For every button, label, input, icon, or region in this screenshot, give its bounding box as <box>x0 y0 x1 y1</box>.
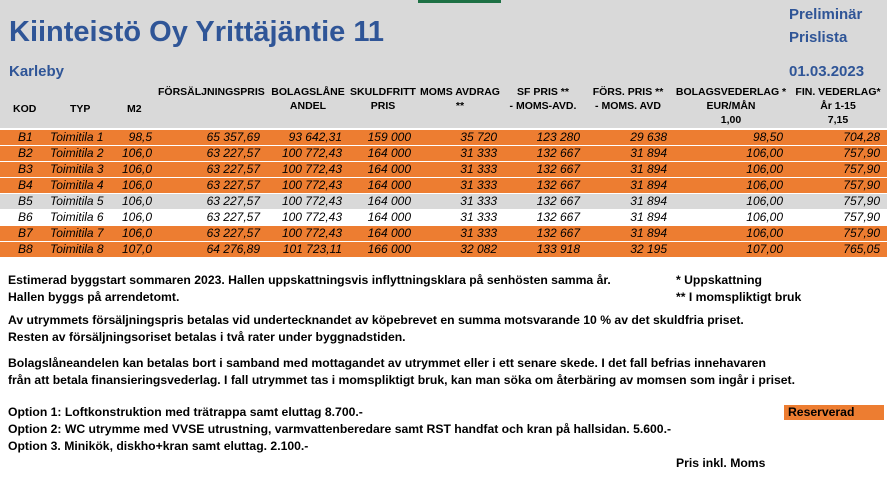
cell-m2: 106,0 <box>121 146 152 160</box>
cell-loan: 100 772,43 <box>281 146 342 160</box>
header-m2: M2 <box>127 103 142 115</box>
cell-vat: 31 333 <box>460 178 497 192</box>
cell-price: 63 227,57 <box>206 162 260 176</box>
cell-sf: 132 667 <box>536 178 580 192</box>
cell-price: 63 227,57 <box>206 178 260 192</box>
cell-debtfree: 164 000 <box>367 178 411 192</box>
cell-vat: 31 333 <box>460 162 497 176</box>
cell-loan: 93 642,31 <box>288 130 342 144</box>
cell-fin: 757,90 <box>843 194 880 208</box>
cell-price: 63 227,57 <box>206 226 260 240</box>
cell-typ: Toimitila 2 <box>50 146 104 160</box>
cell-kod: B2 <box>18 146 33 160</box>
option-2: Option 2: WC utrymme med VVSE utrustning, varmvattenberedare samt RST handfat och kran på hallsidan. 5.600.- <box>8 422 672 436</box>
cell-m2: 98,5 <box>128 130 152 144</box>
cell-price: 63 227,57 <box>206 194 260 208</box>
header-price: FÖRSÄLJNINGSPRIS <box>158 86 265 98</box>
cell-vat: 35 720 <box>460 130 497 144</box>
preliminary-label: Preliminär Prislista <box>789 6 863 46</box>
table-row <box>0 194 887 209</box>
loan-note-2: från att betala finansieringsvederlag. I fall utrymmet tas i momspliktigt bruk, kan man söka om återbäring av momsen som ingår i priset. <box>8 373 795 387</box>
cell-m2: 107,0 <box>121 242 152 256</box>
option-1: Option 1: Loftkonstruktion med trätrappa samt eluttag 8.700.- <box>8 405 363 419</box>
cell-kod: B1 <box>18 130 33 144</box>
cell-sf: 133 918 <box>536 242 580 256</box>
payment-note-2: Resten av försäljningsoriset betalas i två rater under byggnadstiden. <box>8 330 406 344</box>
cell-price: 64 276,89 <box>206 242 260 256</box>
page-title: Kiinteistö Oy Yrittäjäntie 11 <box>9 16 384 48</box>
header-sf: SF PRIS ** - MOMS-AVD. <box>509 86 577 112</box>
table-row <box>0 162 887 177</box>
loan-note-1: Bolagslåneandelen kan betalas bort i samband med mottagandet av utrymmet eller i ett senare skede. I det fall befrias innehavaren <box>8 356 766 370</box>
cell-fors: 31 894 <box>630 178 667 192</box>
cell-kod: B3 <box>18 162 33 176</box>
legend-vat: ** I momspliktigt bruk <box>676 290 802 304</box>
header-debtfree: SKULDFRITT PRIS <box>350 86 416 112</box>
cell-fin: 757,90 <box>843 146 880 160</box>
cell-fors: 29 638 <box>630 130 667 144</box>
cell-loan: 100 772,43 <box>281 194 342 208</box>
selected-cell-indicator <box>418 0 501 3</box>
cell-fin: 757,90 <box>843 178 880 192</box>
cell-typ: Toimitila 8 <box>50 242 104 256</box>
cell-fors: 31 894 <box>630 210 667 224</box>
table-row <box>0 178 887 193</box>
cell-debtfree: 164 000 <box>367 210 411 224</box>
table-row <box>0 130 887 145</box>
cell-fee: 106,00 <box>746 210 783 224</box>
cell-sf: 132 667 <box>536 194 580 208</box>
cell-loan: 100 772,43 <box>281 162 342 176</box>
cell-debtfree: 164 000 <box>367 146 411 160</box>
table-row <box>0 146 887 161</box>
reserved-badge: Reserverad <box>784 405 884 420</box>
cell-kod: B4 <box>18 178 33 192</box>
cell-vat: 32 082 <box>460 242 497 256</box>
cell-sf: 132 667 <box>536 210 580 224</box>
cell-fors: 31 894 <box>630 194 667 208</box>
cell-m2: 106,0 <box>121 162 152 176</box>
header-fin: FIN. VEDERLAG* År 1-15 7,15 <box>795 86 881 126</box>
header-kod: KOD <box>13 103 37 115</box>
cell-sf: 132 667 <box>536 146 580 160</box>
cell-m2: 106,0 <box>121 210 152 224</box>
header-vat: MOMS AVDRAG ** <box>420 86 500 112</box>
price-info: Pris inkl. Moms <box>676 456 766 470</box>
cell-fee: 98,50 <box>752 130 783 144</box>
cell-loan: 100 772,43 <box>281 210 342 224</box>
cell-sf: 132 667 <box>536 226 580 240</box>
cell-fee: 106,00 <box>746 178 783 192</box>
cell-fin: 757,90 <box>843 162 880 176</box>
cell-m2: 106,0 <box>121 226 152 240</box>
cell-typ: Toimitila 6 <box>50 210 104 224</box>
header-typ: TYP <box>70 103 91 115</box>
cell-loan: 100 772,43 <box>281 226 342 240</box>
table-row <box>0 210 887 225</box>
cell-fin: 704,28 <box>843 130 880 144</box>
cell-fin: 757,90 <box>843 210 880 224</box>
cell-sf: 132 667 <box>536 162 580 176</box>
cell-kod: B5 <box>18 194 33 208</box>
table-row <box>0 226 887 241</box>
header-fee: BOLAGSVEDERLAG * EUR/MÅN 1,00 <box>675 86 787 126</box>
cell-kod: B8 <box>18 242 33 256</box>
header-fors: FÖRS. PRIS ** - MOMS. AVD <box>592 86 664 112</box>
cell-debtfree: 164 000 <box>367 226 411 240</box>
cell-fee: 106,00 <box>746 162 783 176</box>
cell-fors: 31 894 <box>630 226 667 240</box>
cell-debtfree: 159 000 <box>367 130 411 144</box>
cell-fee: 106,00 <box>746 194 783 208</box>
city-label: Karleby <box>9 63 65 80</box>
cell-fee: 106,00 <box>746 146 783 160</box>
cell-vat: 31 333 <box>460 146 497 160</box>
cell-vat: 31 333 <box>460 226 497 240</box>
cell-price: 63 227,57 <box>206 210 260 224</box>
build-note-2: Hallen byggs på arrendetomt. <box>8 290 180 304</box>
cell-typ: Toimitila 4 <box>50 178 104 192</box>
cell-fee: 106,00 <box>746 226 783 240</box>
option-3: Option 3. Minikök, diskho+kran samt eluttag. 2.100.- <box>8 439 309 453</box>
cell-m2: 106,0 <box>121 194 152 208</box>
cell-typ: Toimitila 7 <box>50 226 104 240</box>
cell-fin: 757,90 <box>843 226 880 240</box>
cell-debtfree: 164 000 <box>367 162 411 176</box>
cell-sf: 123 280 <box>536 130 580 144</box>
cell-fors: 31 894 <box>630 162 667 176</box>
legend-estimate: * Uppskattning <box>676 273 762 287</box>
cell-fors: 32 195 <box>630 242 667 256</box>
cell-price: 65 357,69 <box>206 130 260 144</box>
cell-loan: 100 772,43 <box>281 178 342 192</box>
header-loan: BOLAGSLÅNE ANDEL <box>271 86 345 112</box>
cell-fors: 31 894 <box>630 146 667 160</box>
cell-debtfree: 166 000 <box>367 242 411 256</box>
cell-fin: 765,05 <box>843 242 880 256</box>
cell-fee: 107,00 <box>746 242 783 256</box>
build-note-1: Estimerad byggstart sommaren 2023. Hallen uppskattningsvis inflyttningsklara på senhösten samma år. <box>8 273 611 287</box>
cell-typ: Toimitila 5 <box>50 194 104 208</box>
table-row <box>0 242 887 257</box>
cell-typ: Toimitila 3 <box>50 162 104 176</box>
cell-debtfree: 164 000 <box>367 194 411 208</box>
cell-typ: Toimitila 1 <box>50 130 104 144</box>
date-label: 01.03.2023 <box>789 63 865 80</box>
cell-kod: B7 <box>18 226 33 240</box>
cell-kod: B6 <box>18 210 33 224</box>
cell-vat: 31 333 <box>460 210 497 224</box>
cell-loan: 101 723,11 <box>282 242 342 256</box>
cell-vat: 31 333 <box>460 194 497 208</box>
cell-price: 63 227,57 <box>206 146 260 160</box>
cell-m2: 106,0 <box>121 178 152 192</box>
payment-note-1: Av utrymmets försäljningspris betalas vid undertecknandet av köpebrevet en summa motsvarande 10 % av det skuldfria priset. <box>8 313 744 327</box>
